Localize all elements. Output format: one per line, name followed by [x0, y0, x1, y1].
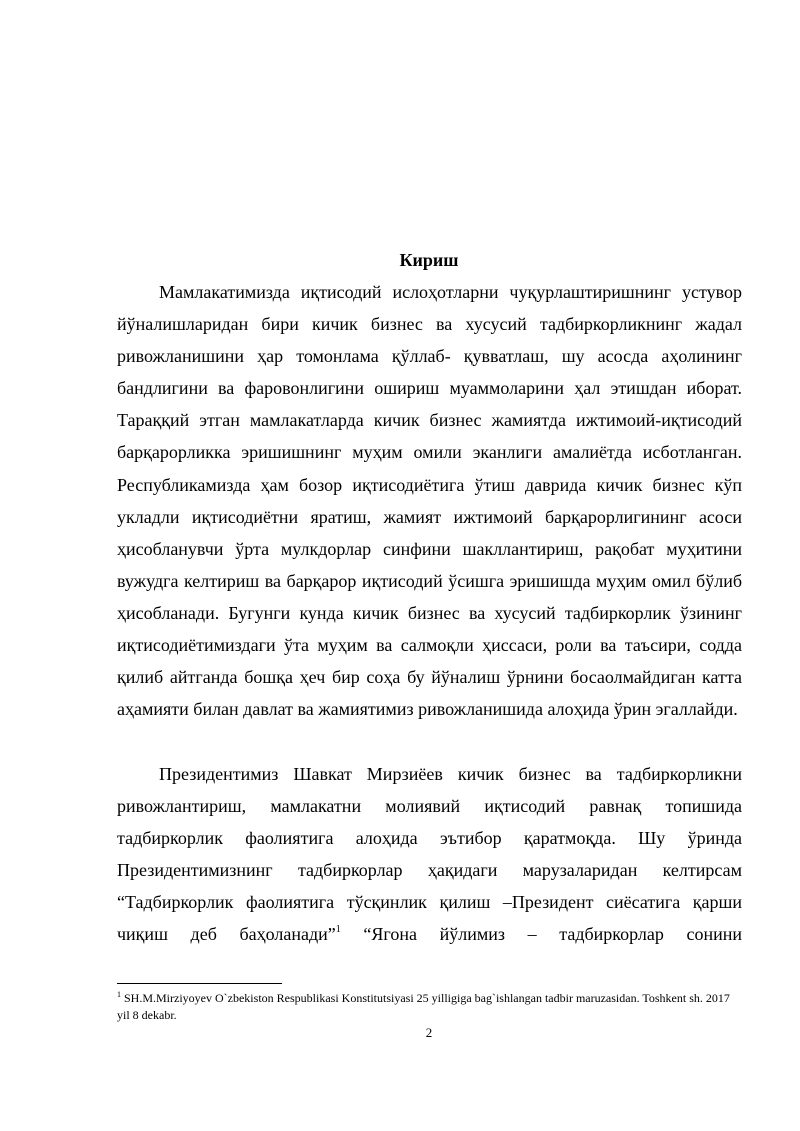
page-number: 2	[425, 1025, 433, 1040]
footnote-marker: 1	[117, 990, 121, 999]
footnote	[117, 990, 742, 1024]
paragraph-president-tail: “Ягона йўлимиз – тадбиркорлар сонини	[340, 924, 743, 945]
section-heading: Кириш	[399, 250, 459, 270]
paragraph-intro	[117, 276, 742, 725]
paragraph-president-text: Президентимиз Шавкат Мирзиёев кичик бизнес ва тадбиркорликни ривожлантириш, мамлакатни молиявий иқтисодий равнақ топишида тадбиркорлик фаолиятига алоҳида эътибор қаратмоқда. Шу ўринда Президентимизнинг тадбиркорлар ҳақидаги марузаларидан келтирсам “Тадбиркорлик фаолиятига тўсқинлик қилиш –Президент сиёсатига қарши чиқиш деб баҳоланади”	[117, 764, 742, 945]
footnote-text: SH.M.Mirziyoyev O`zbekiston Respublikasi Konstitutsiyasi 25 yilligiga bag`ishlangan tadbir maruzasidan. Toshkent sh. 2017 yil 8 dekabr.	[117, 991, 730, 1022]
footnote-reference[interactable]: 1	[335, 924, 341, 936]
paragraph-president	[117, 758, 742, 951]
footnote-separator	[117, 983, 282, 984]
paragraph-intro-text: Мамлакатимизда иқтисодий ислоҳотларни чуқурлаштиришнинг устувор йўналишларидан бири кичик бизнес ва хусусий тадбиркорликнинг жадал ривожланишини ҳар томонлама қўллаб- қувватлаш, шу асосда аҳолининг бандлигини ва фаровонлигини ошириш муаммоларини ҳал этишдан иборат. Тараққий этган мамлакатларда кичик бизнес жамиятда ижтимоий-иқтисодий барқарорликка эришишнинг муҳим омили эканлиги амалиётда исботланган. Республикамизда ҳам бозор иқтисодиётига ўтиш даврида кичик бизнес кўп укладли иқтисодиётни яратиш, жамият ижтимоий барқарорлигининг асоси ҳисобланувчи ўрта мулкдорлар синфини шакллантириш, рақобат муҳитини вужудга келтириш ва барқарор иқтисодий ўсишга эришишда муҳим омил бўлиб ҳисобланади. Бугунги кунда кичик бизнес ва хусусий тадбиркорлик ўзининг иқтисодиётимиздаги ўта муҳим ва салмоқли ҳиссаси, роли ва таъсири, содда қилиб айтганда бошқа ҳеч бир соҳа бу йўналиш ўрнини босаолмайдиган катта аҳамияти билан давлат ва жамиятимиз ривожланишида алоҳида ўрин эгаллайди.	[117, 282, 742, 720]
